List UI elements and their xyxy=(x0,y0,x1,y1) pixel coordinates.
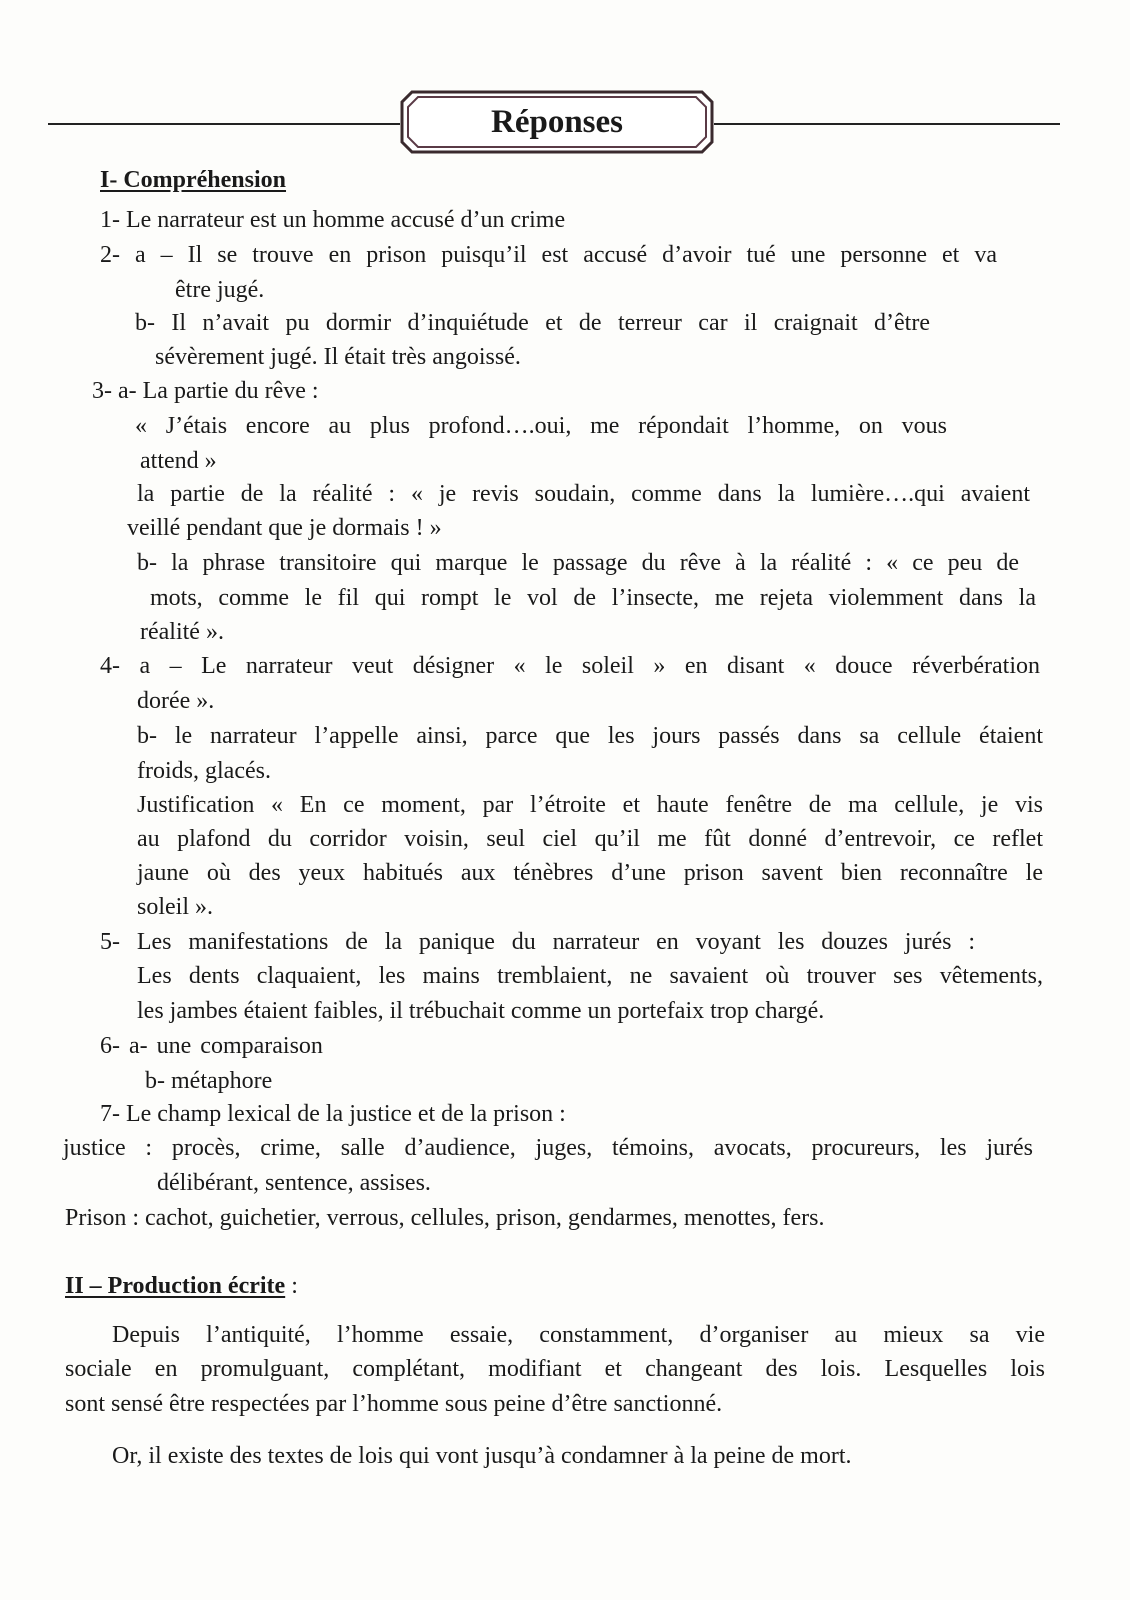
answer-line: Les dents claquaient, les mains tremblaient, ne savaient où trouver ses vêtements, xyxy=(137,963,1043,989)
answer-line: mots, comme le fil qui rompt le vol de l’insecte, me rejeta violemment dans la xyxy=(150,585,1036,611)
paragraph-line: Depuis l’antiquité, l’homme essaie, constamment, d’organiser au mieux sa vie xyxy=(112,1322,1045,1348)
answer-line: dorée ». xyxy=(137,688,215,714)
answer-line: froids, glacés. xyxy=(137,758,271,784)
header-rule-right xyxy=(714,123,1060,125)
answer-line: la partie de la réalité : « je revis soudain, comme dans la lumière….qui avaient xyxy=(137,481,1030,507)
answer-line: b- la phrase transitoire qui marque le passage du rêve à la réalité : « ce peu de xyxy=(137,550,1019,576)
answer-line: Prison : cachot, guichetier, verrous, cellules, prison, gendarmes, menottes, fers. xyxy=(65,1205,825,1231)
paragraph-line: sont sensé être respectées par l’homme sous peine d’être sanctionné. xyxy=(65,1391,723,1417)
answer-line: b- le narrateur l’appelle ainsi, parce que les jours passés dans sa cellule étaient xyxy=(137,723,1043,749)
section-heading-production xyxy=(65,1271,298,1301)
paragraph-line: sociale en promulguant, complétant, modifiant et changeant des lois. Lesquelles lois xyxy=(65,1356,1045,1382)
section-heading-comprehension: I- Compréhension xyxy=(100,167,287,193)
answer-line: sévèrement jugé. Il était très angoissé. xyxy=(155,344,521,370)
page-title: Réponses xyxy=(490,104,624,140)
answer-line: 7- Le champ lexical de la justice et de la prison : xyxy=(100,1101,566,1127)
answer-line: délibérant, sentence, assises. xyxy=(157,1170,431,1196)
answer-line: soleil ». xyxy=(137,894,213,920)
paragraph-line: Or, il existe des textes de lois qui vont jusqu’à condamner à la peine de mort. xyxy=(112,1443,852,1469)
answer-line: 2- a – Il se trouve en prison puisqu’il est accusé d’avoir tué une personne et va xyxy=(100,242,997,268)
answer-line: « J’étais encore au plus profond….oui, me répondait l’homme, on vous xyxy=(135,413,947,439)
answer-line: 1- Le narrateur est un homme accusé d’un crime xyxy=(100,207,566,233)
section-heading-text: II – Production écrite xyxy=(65,1273,286,1299)
answer-line: les jambes étaient faibles, il trébuchait comme un portefaix trop chargé. xyxy=(137,998,825,1024)
header-rule-left xyxy=(48,123,400,125)
answer-line: b- métaphore xyxy=(145,1068,273,1094)
answer-line: jaune où des yeux habitués aux ténèbres d’une prison savent bien reconnaître le xyxy=(137,860,1043,886)
answer-line: 6- a- une comparaison xyxy=(100,1033,323,1059)
answer-line: être jugé. xyxy=(175,277,265,303)
answer-line: veillé pendant que je dormais ! » xyxy=(127,515,442,541)
answer-line: justice : procès, crime, salle d’audience, juges, témoins, avocats, procureurs, les jurés xyxy=(63,1135,1033,1161)
answer-line: au plafond du corridor voisin, seul ciel qu’il me fût donné d’entrevoir, ce reflet xyxy=(137,826,1043,852)
answer-line: Justification « En ce moment, par l’étroite et haute fenêtre de ma cellule, je vis xyxy=(137,792,1043,818)
answer-line: réalité ». xyxy=(140,619,224,645)
answer-line: 4- a – Le narrateur veut désigner « le soleil » en disant « douce réverbération xyxy=(100,653,1040,679)
answer-line: 3- a- La partie du rêve : xyxy=(92,378,319,404)
answer-line: b- Il n’avait pu dormir d’inquiétude et de terreur car il craignait d’être xyxy=(135,310,930,336)
answer-line: 5- Les manifestations de la panique du narrateur en voyant les douzes jurés : xyxy=(100,929,975,955)
section-heading-colon: : xyxy=(285,1273,298,1299)
answer-line: attend » xyxy=(140,448,217,474)
